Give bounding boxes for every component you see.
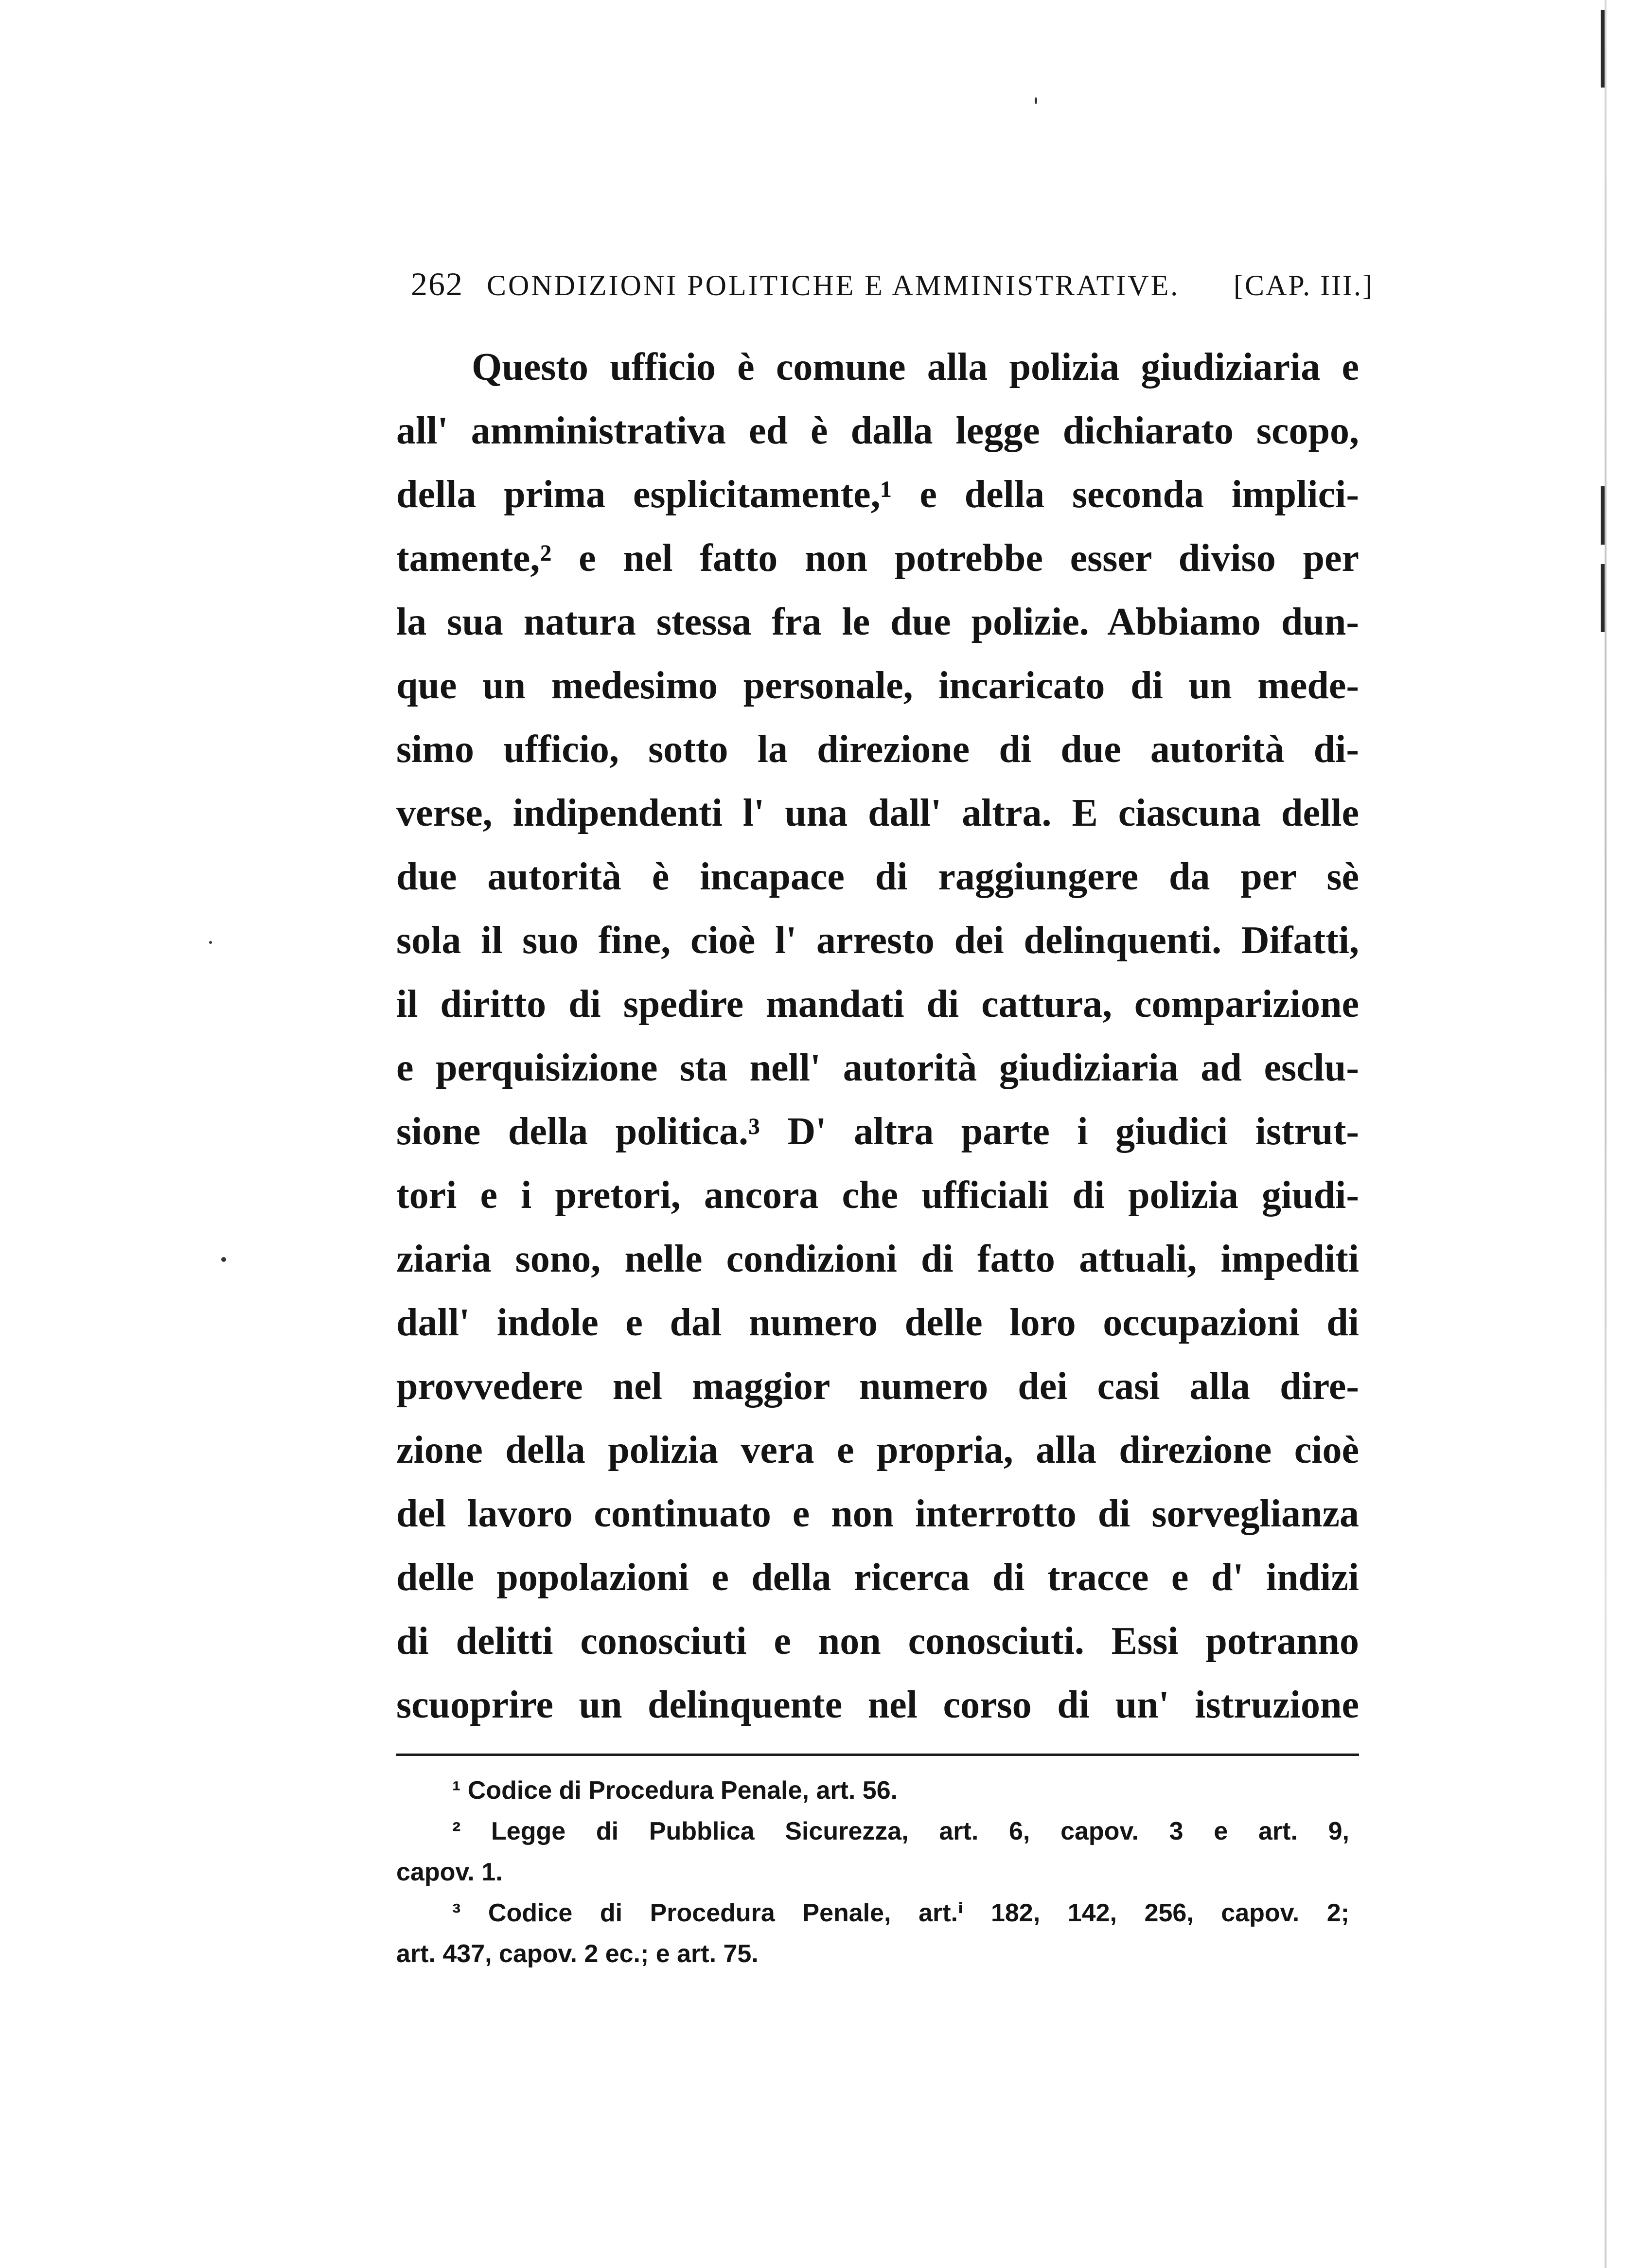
running-header [411,265,1374,319]
text-line: simo ufficio, sotto la direzione di due autorità di- [396,728,1359,771]
text-line: tori e i pretori, ancora che ufficiali di polizia giudi- [396,1174,1359,1217]
text-line: zione della polizia vera e propria, alla direzione cioè [396,1429,1359,1471]
page-edge-mark [1601,10,1605,88]
text-line: delle popolazioni e della ricerca di tracce e d' indizi [396,1556,1359,1599]
body-paragraph [396,336,1359,1737]
chapter-reference: [CAP. III.] [1234,269,1374,301]
text-line: Questo ufficio è comune alla polizia giudiziaria e [472,346,1359,389]
footnote-divider [396,1754,1359,1756]
text-line: la sua natura stessa fra le due polizie. Abbiamo dun- [396,601,1359,643]
text-line: sione della politica.³ D' altra parte i giudici istrut- [396,1110,1359,1153]
page-edge-shadow [1605,0,1607,2268]
text-line: scuoprire un delinquente nel corso di un' istruzione [396,1683,1359,1726]
ink-speck [1035,97,1037,104]
text-line: dall' indole e dal numero delle loro occupazioni di [396,1301,1359,1344]
text-line: il diritto di spedire mandati di cattura, comparizione [396,983,1359,1026]
text-line: tamente,² e nel fatto non potrebbe esser diviso per [396,537,1359,580]
text-line: verse, indipendenti l' una dall' altra. E ciascuna delle [396,792,1359,834]
ink-speck [221,1257,226,1262]
page-edge-mark [1601,564,1605,632]
text-line: di delitti conosciuti e non conosciuti. Essi potranno [396,1620,1359,1663]
text-line: provvedere nel maggior numero dei casi alla dire- [396,1365,1359,1408]
footnote-2: ² Legge di Pubblica Sicurezza, art. 6, capov. 3 e art. 9, [452,1817,1349,1845]
text-line: del lavoro continuato e non interrotto di sorveglianza [396,1492,1359,1535]
text-line: e perquisizione sta nell' autorità giudiziaria ad esclu- [396,1046,1359,1089]
footnote-2-continued: capov. 1. [396,1858,503,1886]
footnote-3-continued: art. 437, capov. 2 ec.; e art. 75. [396,1940,759,1968]
page-number: 262 [411,266,463,302]
text-line: della prima esplicitamente,¹ e della seconda implici- [396,473,1359,516]
text-line: que un medesimo personale, incaricato di un mede- [396,664,1359,707]
ink-speck [209,941,212,944]
text-line: due autorità è incapace di raggiungere da per sè [396,855,1359,898]
footnotes [396,1770,1349,1974]
page-edge-mark [1601,486,1605,545]
running-title: CONDIZIONI POLITICHE E AMMINISTRATIVE. [487,269,1180,301]
footnote-1: ¹ Codice di Procedura Penale, art. 56. [452,1776,898,1805]
text-line: ziaria sono, nelle condizioni di fatto attuali, impediti [396,1238,1359,1280]
text-line: all' amministrativa ed è dalla legge dichiarato scopo, [396,409,1359,452]
footnote-3: ³ Codice di Procedura Penale, art.ⁱ 182, 142, 256, capov. 2; [452,1899,1349,1927]
text-line: sola il suo fine, cioè l' arresto dei delinquenti. Difatti, [396,919,1359,962]
